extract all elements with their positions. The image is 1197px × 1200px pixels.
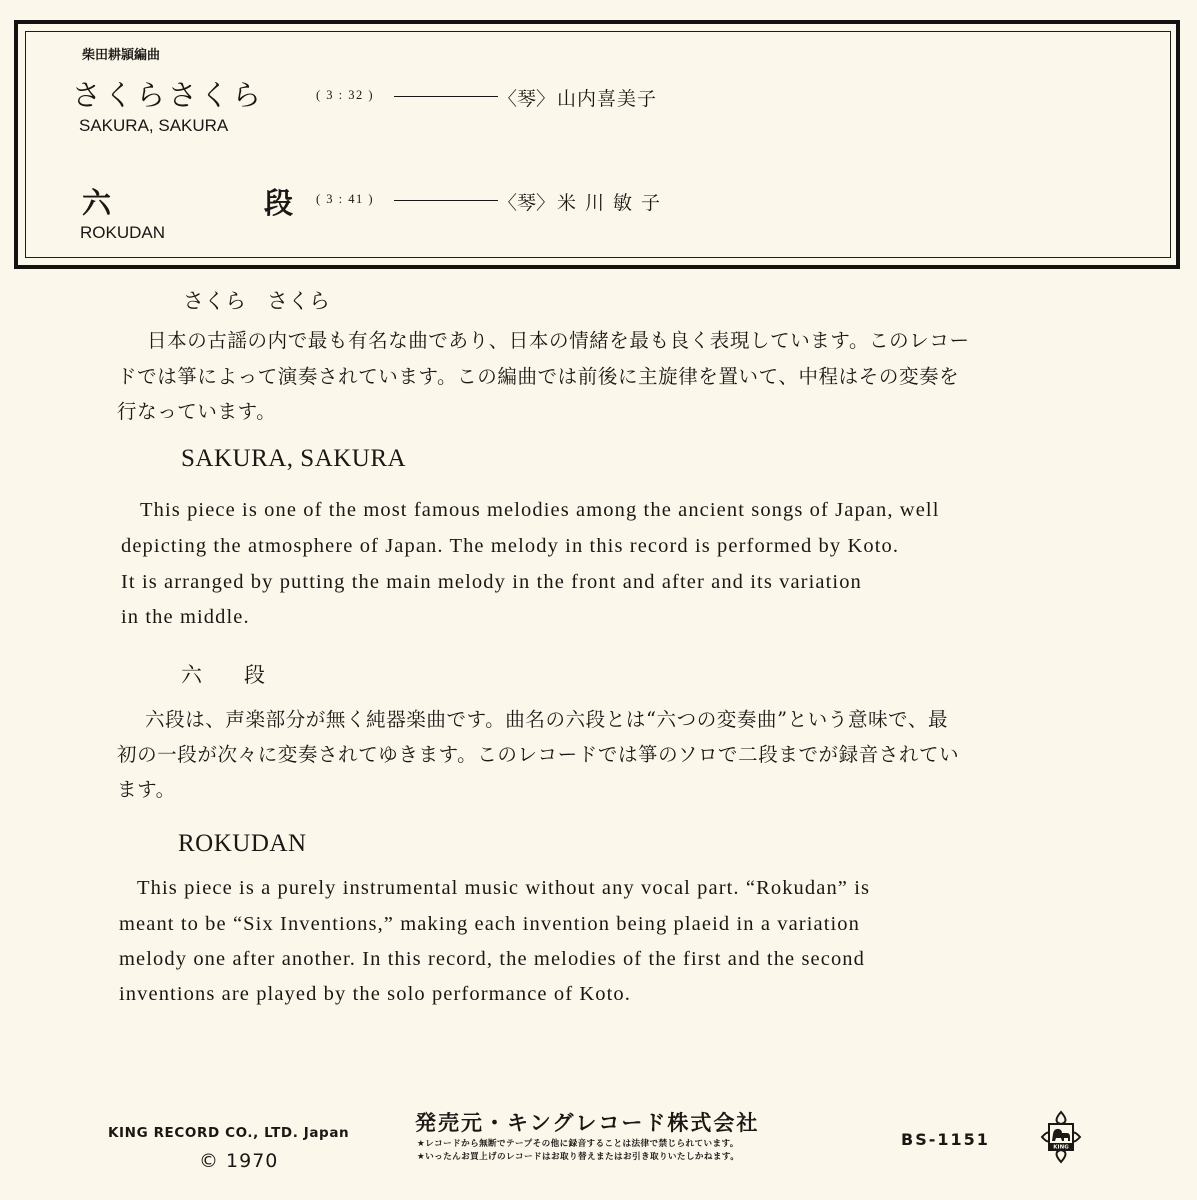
rokudan-body-en-line: inventions are played by the solo performance of Koto.	[119, 983, 631, 1005]
track-1-performer: 山内喜美子	[557, 88, 658, 110]
track-1-leader-line	[394, 96, 498, 97]
notice-line: ★レコードから無断でテープその他に録音することは法律で禁じられています。	[417, 1139, 739, 1149]
sakura-body-en-line: It is arranged by putting the main melody in the front and after and its variation	[121, 571, 862, 593]
track-2-title-jp-first: 六	[82, 186, 115, 220]
arranger-credit: 柴田耕頴編曲	[82, 48, 161, 63]
sakura-body-jp-line: 日本の古謡の内で最も有名な曲であり、日本の情緒を最も良く表現しています。このレコー	[147, 329, 970, 352]
track-1-title-romaji: SAKURA, SAKURA	[79, 116, 229, 135]
rokudan-body-en-line: This piece is a purely instrumental music without any vocal part. “Rokudan” is	[137, 877, 871, 899]
sakura-body-jp-line: 行なっています。	[117, 400, 277, 423]
notice-line: ★いったんお買上げのレコードはお取り替えまたはお引き取りいたしかねます。	[417, 1152, 740, 1162]
sakura-body-en-line: depicting the atmosphere of Japan. The melody in this record is performed by Koto.	[121, 535, 900, 557]
sakura-body-jp-line: ドでは箏によって演奏されています。この編曲では前後に主旋律を置いて、中程はその変奏を	[117, 365, 960, 388]
rokudan-body-en-line: meant to be “Six Inventions,” making each invention being plaeid in a variation	[119, 913, 861, 935]
track-1-title-jp: さくらさくら	[72, 78, 265, 112]
track-1-duration: ( 3 : 32 )	[316, 88, 375, 102]
rokudan-body-jp-line: 初の一段が次々に変奏されてゆきます。このレコードでは箏のソロで二段までが録音されてい	[117, 743, 960, 766]
sakura-body-en-line: This piece is one of the most famous melodies among the ancient songs of Japan, well	[140, 499, 940, 521]
track-2-title-jp-second: 段	[264, 186, 297, 220]
distributor: 発売元・キングレコード株式会社	[415, 1111, 760, 1135]
sakura-heading-jp: さくら さくら	[183, 289, 330, 313]
sakura-heading-en: SAKURA, SAKURA	[181, 445, 407, 472]
track-2-instrument: 〈琴〉	[498, 192, 556, 214]
track-2-leader-line	[394, 200, 498, 201]
record-company: KING RECORD CO., LTD. Japan	[108, 1125, 350, 1141]
track-1-instrument: 〈琴〉	[498, 88, 556, 110]
rokudan-body-en-line: melody one after another. In this record, the melodies of the first and the second	[119, 948, 865, 970]
logo-text: KING	[1053, 1144, 1069, 1151]
track-2-performer: 米川敏子	[557, 192, 670, 214]
track-2-duration: ( 3 : 41 )	[316, 192, 375, 206]
rokudan-heading-en: ROKUDAN	[178, 830, 307, 857]
title-box-inner-border	[25, 31, 1171, 258]
rokudan-body-jp-line: ます。	[117, 778, 176, 801]
sakura-body-en-line: in the middle.	[121, 606, 250, 628]
king-lion-logo-icon	[1040, 1110, 1082, 1164]
rokudan-heading-jp: 六 段	[181, 663, 265, 687]
copyright: © 1970	[199, 1150, 279, 1172]
rokudan-body-jp-line: 六段は、声楽部分が無く純器楽曲です。曲名の六段とは“六つの変奏曲”という意味で、最	[145, 708, 949, 731]
track-2-title-romaji: ROKUDAN	[80, 223, 166, 242]
catalog-number: BS-1151	[901, 1130, 990, 1149]
